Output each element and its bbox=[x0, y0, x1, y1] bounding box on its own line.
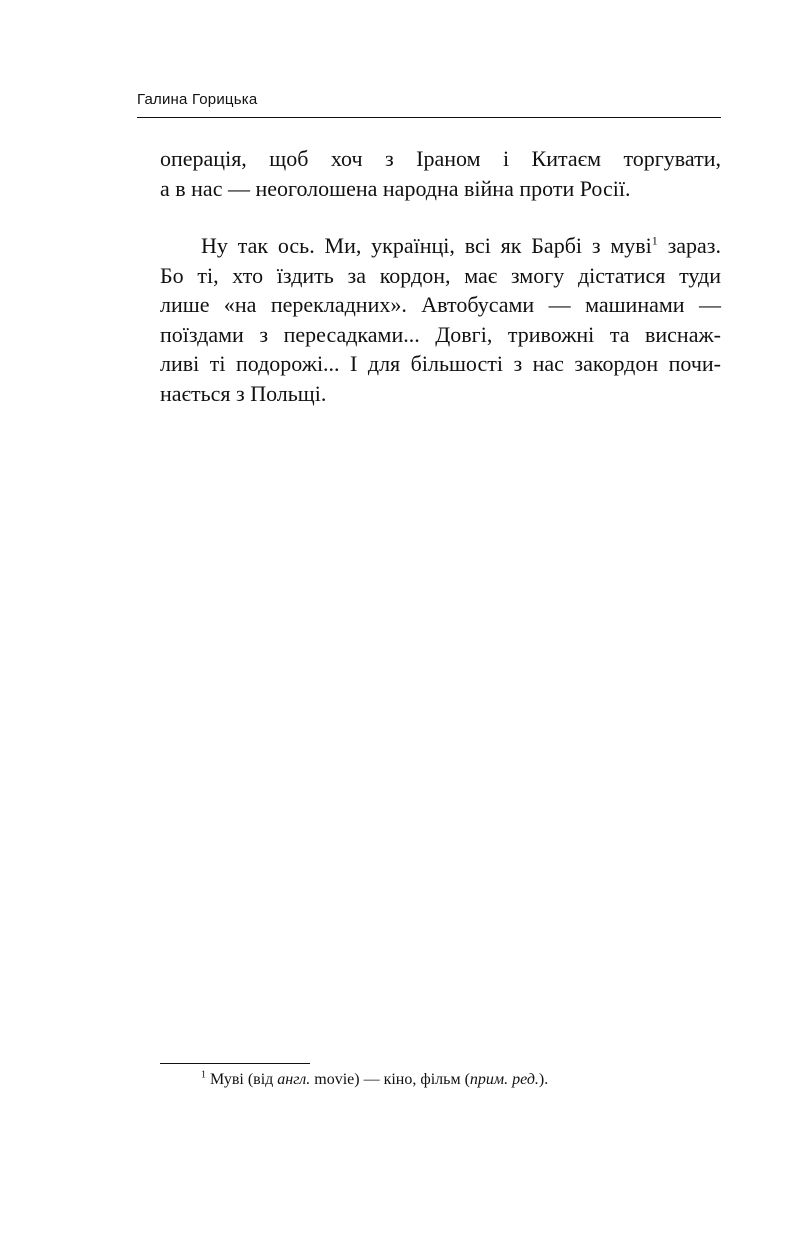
paragraph-1 bbox=[160, 144, 721, 203]
footnote-text: Муві (від bbox=[210, 1071, 278, 1088]
running-head-author: Галина Горицька bbox=[137, 91, 258, 108]
footnote-text: movie) — кіно, фільм ( bbox=[310, 1071, 470, 1088]
footnote-editor-note: прим. ред. bbox=[469, 1071, 539, 1088]
footnote-number: 1 bbox=[201, 1069, 206, 1081]
text-line: поїздами з пересадками... Довгі, тривожні та виснаж- bbox=[160, 321, 721, 347]
paragraph-2 bbox=[160, 231, 721, 408]
text-line: лише «на перекладних». Автобусами — машинами — bbox=[160, 292, 721, 317]
text-line: нається з Польщі. bbox=[160, 380, 327, 406]
text-line: ливі ті подорожі... І для більшості з нас закордон почи- bbox=[160, 351, 721, 376]
body-text bbox=[160, 144, 721, 408]
footnote-text: ). bbox=[538, 1071, 549, 1088]
text-line: Бо ті, хто їздить за кордон, має змогу дістатися туди bbox=[160, 262, 721, 288]
footnote-abbrev: англ. bbox=[277, 1071, 311, 1088]
footnote-reference: 1 bbox=[651, 233, 658, 248]
footnote bbox=[201, 1071, 548, 1089]
text-line: операція, щоб хоч з Іраном і Китаєм торгувати, bbox=[160, 146, 721, 171]
text-line: а в нас — неоголошена народна війна проти Росії. bbox=[160, 175, 631, 201]
text-line-part: Ну так ось. Ми, українці, всі як Барбі з муві bbox=[201, 233, 652, 258]
footnote-rule bbox=[160, 1063, 310, 1064]
paragraph-gap bbox=[160, 203, 721, 231]
text-line-part: зараз. bbox=[657, 233, 721, 258]
header-rule bbox=[137, 117, 721, 118]
text-line bbox=[160, 231, 721, 261]
